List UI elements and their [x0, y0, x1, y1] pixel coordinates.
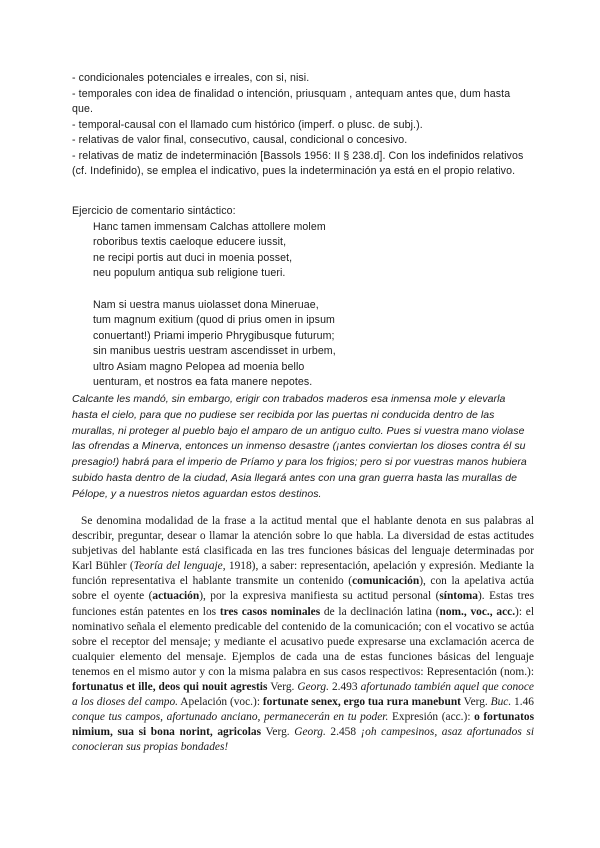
text-run: ), con la apelativa actúa sobre el oyente ( — [72, 575, 534, 603]
verse-line: neu populum antiqua sub religione tueri. — [93, 267, 286, 279]
work-abbrev: Buc. — [490, 696, 512, 709]
term: comunicación — [352, 575, 420, 588]
conditions-list — [72, 71, 534, 180]
text-run: Verg. — [267, 681, 298, 694]
list-item: - relativas de valor final, consecutivo, causal, condicional o concesivo. — [72, 134, 408, 146]
latin-example: fortunate senex, ergo tua rura manebunt — [262, 696, 461, 709]
verse-line: uenturam, et nostros ea fata manere nepotes. — [93, 376, 313, 388]
list-item: - condicionales potenciales e irreales, con si, nisi. — [72, 72, 310, 84]
text-run: 2.493 — [328, 681, 361, 694]
verse-line: sin manibus uestris uestram ascendisset in urbem, — [93, 345, 336, 357]
stanza-gap — [93, 282, 534, 298]
term: actuación — [152, 590, 200, 603]
verse-line: tum magnum exitium (quod di prius omen in ipsum — [93, 314, 335, 326]
term: tres casos nominales — [219, 605, 321, 618]
verse-line: ultro Asiam magno Pelopea ad moenia bello — [93, 360, 305, 373]
spanish-translation: Calcante les mandó, sin embargo, erigir con trabados maderos esa inmensa mole y elevarla hasta el cielo, para que no pudiese ser recibida por las puertas ni conducida dentro de las murallas, ni proteger al pueblo bajo el amparo de un antiguo culto. Pues si vuestra mano violase las ofrendas a Minerva, entonces un inmenso desastre (¡antes conviertan los dioses contra él su presagio!) habrá para el imperio de Príamo y para los frigios; pero si por vuestras manos hubiera subido hasta dentro de la ciudad, Asia llegará antes con una gran guerra hasta las murallas de Pélope, y a nuestros nietos aguardan estos destinos. — [72, 393, 527, 500]
exercise-section — [72, 204, 534, 391]
term: síntoma — [439, 590, 478, 603]
verse-line: conuertant!) Priami imperio Phrygibusque futurum; — [93, 329, 335, 342]
grammar-paragraph — [72, 514, 534, 756]
text-run: ). Estas tres funciones están patentes en los — [72, 590, 534, 618]
text-run: 1.46 — [511, 696, 534, 709]
text-run: de la declinación latina ( — [320, 605, 440, 618]
list-item: - temporal-causal con el llamado cum histórico (imperf. o plusc. de subj.). — [72, 118, 423, 131]
text-run: Expresión (acc.): — [388, 711, 475, 724]
text-run: ), por la expresiva manifiesta su actitud personal ( — [199, 590, 440, 603]
list-item: - relativas de matiz de indeterminación [Bassols 1956: II § 238.d]. Con los indefinidos relativos (cf. Indefinido), se emplea el indicativo, pues la indeterminación ya está en el propio relativo. — [72, 149, 524, 177]
work-abbrev: Georg. — [294, 726, 326, 739]
text-run: 2.458 — [325, 726, 361, 739]
exercise-heading: Ejercicio de comentario sintáctico: — [72, 205, 236, 217]
work-abbrev: Georg. — [297, 681, 329, 694]
example-translation: conque tus campos, afortunado anciano, permanecerán en tu poder. — [72, 711, 389, 724]
verse-line: Hanc tamen immensam Calchas attollere molem — [93, 220, 326, 233]
latin-example: fortunatus et ille, deos qui nouit agrestis — [72, 681, 268, 694]
verse-line: Nam si uestra manus uiolasset dona Mineruae, — [93, 298, 319, 311]
text-run: Verg. — [261, 726, 295, 739]
book-title: Teoría del lenguaje — [133, 560, 223, 573]
text-run: ): el nominativo señala el elemento predicable del contenido de la comunicación; con el vocativo se actúa sobre el receptor del mensaje; y mediante el acusativo puede expresarse una exclamación acerca de cualquier elemento del mensaje. Ejemplos de cada una de estas funciones básicas del lenguaje tenemos en el mismo autor y con la misma palabra en sus casos respectivos: Representación (nom.): — [72, 605, 534, 678]
verse-line: ne recipi portis aut duci in moenia posset, — [93, 251, 293, 264]
list-item: - temporales con idea de finalidad o intención, priusquam , antequam antes que, dum hasta que. — [72, 87, 511, 115]
text-run: , 1918), a saber: representación, apelación y expresión. Mediante la función representativa el hablante transmite un contenido ( — [72, 560, 535, 588]
latin-example: o fortunatos nimium, sua si bona norint, agricolas — [72, 711, 535, 739]
term: nom., voc., acc. — [439, 605, 516, 618]
text-run: Apelación (voc.): — [178, 696, 263, 709]
example-translation: afortunado también aquel que conoce a los dioses del campo. — [72, 681, 534, 709]
example-translation: ¡oh campesinos, asaz afortunados si conocieran sus propias bondades! — [72, 726, 534, 754]
text-run: Se denomina modalidad de la frase a la actitud mental que el hablante denota en sus palabras al describir, preguntar, desear o llamar la atención sobre lo que habla. La diversidad de estas actitudes subjetivas del hablante está clasificada en las tres funciones básicas del lenguaje determinadas por Karl Bühler ( — [72, 515, 534, 573]
verse-line: roboribus textis caeloque educere iussit, — [93, 236, 287, 248]
latin-verse — [72, 220, 534, 391]
text-run: Verg. — [460, 696, 491, 709]
